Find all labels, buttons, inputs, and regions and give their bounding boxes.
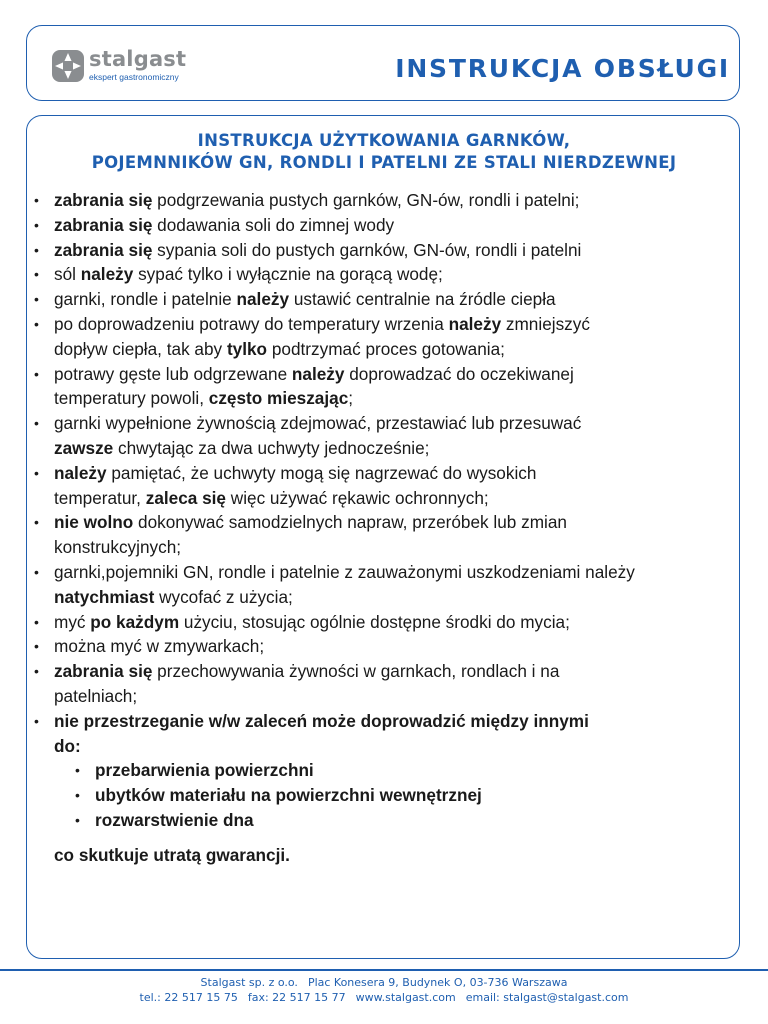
rule-item: [27, 262, 741, 287]
rule-item: [27, 634, 741, 659]
rule-item: [27, 362, 741, 412]
rule-emphasis: natychmiast: [54, 586, 155, 607]
rule-line: [54, 262, 741, 287]
rule-emphasis: należy: [291, 363, 345, 384]
rule-line: [54, 734, 741, 759]
rule-line: [54, 486, 741, 511]
rule-text: sypania soli do pustych garnków, GN-ów, rondli i patelni: [152, 239, 582, 260]
rule-line: [54, 386, 741, 411]
rule-text: sypać tylko i wyłącznie na gorącą wodę;: [133, 264, 443, 285]
rule-text: pamiętać, że uchwyty mogą się nagrzewać do wysokich: [106, 462, 537, 483]
footer: [0, 975, 768, 1005]
consequence-item: • ubytków materiału na powierzchni wewnętrznej: [27, 783, 741, 808]
rule-text: garnki,pojemniki GN, rondle i patelnie z zauważonymi uszkodzeniami należy: [54, 561, 635, 582]
rule-emphasis: zaleca się: [145, 487, 226, 508]
rule-text: sól: [54, 264, 81, 285]
header-title: INSTRUKCJA OBSŁUGI: [395, 54, 730, 83]
rule-emphasis: nie wolno: [54, 512, 134, 533]
rule-emphasis: często mieszając: [208, 388, 349, 409]
rule-text: użyciu, stosując ogólnie dostępne środki do mycia;: [179, 611, 570, 632]
rule-text: patelniach;: [54, 685, 138, 706]
rule-emphasis: należy: [448, 313, 502, 334]
rule-emphasis: zabrania się: [54, 214, 153, 235]
rule-item: [27, 659, 741, 709]
stalgast-logo-icon: [51, 49, 85, 83]
rule-text: ;: [348, 388, 354, 409]
rule-emphasis: zabrania się: [54, 661, 153, 682]
rule-text: konstrukcyjnych;: [54, 537, 182, 558]
rule-line: [54, 634, 741, 659]
footer-company: Stalgast sp. z o.o.: [200, 976, 298, 989]
rule-text: przechowywania żywności w garnkach, rondlach i na: [152, 661, 560, 682]
rule-line: [54, 287, 741, 312]
consequence-item: • rozwarstwienie dna: [27, 808, 741, 833]
rule-text: ustawić centralnie na źródle ciepła: [289, 289, 556, 310]
rule-line: [54, 436, 741, 461]
rule-emphasis: zawsze: [54, 437, 114, 458]
conclusion-text: co skutkuje utratą gwarancji.: [54, 844, 290, 865]
rule-text: dodawania soli do zimnej wody: [152, 214, 395, 235]
rule-line: [54, 337, 741, 362]
rule-line: [54, 709, 741, 734]
document-title: [27, 130, 741, 174]
rule-text: potrawy gęste lub odgrzewane: [54, 363, 292, 384]
rule-text: garnki wypełnione żywnością zdejmować, przestawiać lub przesuwać: [54, 413, 582, 434]
rule-emphasis: zabrania się: [54, 190, 153, 210]
rule-line: [54, 585, 741, 610]
footer-line-1: [0, 975, 768, 990]
rule-line: [54, 213, 741, 238]
rule-text: garnki, rondle i patelnie: [54, 289, 237, 310]
rule-emphasis: zabrania się: [54, 239, 153, 260]
footer-email-link[interactable]: email: stalgast@stalgast.com: [465, 991, 629, 1004]
rule-text: myć: [54, 611, 91, 632]
rule-line: [54, 560, 741, 585]
rule-emphasis: po każdym: [90, 611, 180, 632]
rule-line: [54, 610, 741, 635]
rule-line: [54, 659, 741, 684]
rule-line: [54, 461, 741, 486]
rule-text: temperatury powoli,: [54, 388, 209, 409]
logo-tagline: ekspert gastronomiczny: [89, 72, 179, 82]
rule-emphasis: do:: [54, 735, 81, 756]
rule-line: [54, 510, 741, 535]
rule-text: podgrzewania pustych garnków, GN-ów, rondli i patelni;: [152, 190, 580, 210]
footer-line-2: [0, 990, 768, 1005]
content-box: [26, 115, 740, 959]
document-title-line-2: POJEMNNIKÓW GN, RONDLI I PATELNI ZE STALI NIERDZEWNEJ: [91, 153, 677, 172]
rule-line: [54, 684, 741, 709]
rule-item: [27, 461, 741, 511]
rule-text: po doprowadzeniu potrawy do temperatury wrzenia: [54, 313, 449, 334]
rule-line: [54, 188, 741, 213]
rule-text: podtrzymać proces gotowania;: [267, 338, 505, 359]
rule-item: [27, 213, 741, 238]
rule-text: doprowadzać do oczekiwanej: [344, 363, 574, 384]
rule-item: [27, 510, 741, 560]
footer-divider: [0, 969, 768, 971]
rule-line: [54, 238, 741, 263]
rule-text: można myć w zmywarkach;: [54, 636, 265, 657]
consequence-item: • przebarwienia powierzchni: [27, 758, 741, 783]
footer-tel: tel.: 22 517 15 75: [139, 991, 238, 1004]
rule-line: [54, 535, 741, 560]
rule-text: więc używać rękawic ochronnych;: [226, 487, 489, 508]
rule-text: dokonywać samodzielnych napraw, przeróbek lub zmian: [133, 512, 567, 533]
rule-item: [27, 312, 741, 362]
rules-list: [27, 188, 741, 868]
rule-line: [54, 362, 741, 387]
rule-item: [27, 411, 741, 461]
rule-item: [27, 610, 741, 635]
rule-text: dopływ ciepła, tak aby: [54, 338, 227, 359]
rule-emphasis: tylko: [226, 338, 268, 359]
footer-address: Plac Konesera 9, Budynek O, 03-736 Warszawa: [307, 976, 568, 989]
footer-fax: fax: 22 517 15 77: [247, 991, 346, 1004]
rule-item: [27, 287, 741, 312]
rule-text: temperatur,: [54, 487, 146, 508]
rule-item: [27, 188, 741, 213]
rule-emphasis: należy: [80, 264, 134, 285]
rule-text: zmniejszyć: [501, 313, 590, 334]
rules-container: [27, 188, 741, 758]
rule-text: chwytając za dwa uchwyty jednocześnie;: [113, 437, 430, 458]
logo-wordmark: stalgast: [89, 47, 187, 71]
rule-item: [27, 709, 741, 759]
rule-item: [27, 238, 741, 263]
rule-emphasis: nie przestrzeganie w/w zaleceń może doprowadzić między innymi: [54, 710, 589, 731]
rule-text: wycofać z użycia;: [154, 586, 293, 607]
header-box: [26, 25, 740, 101]
rule-line: [54, 312, 741, 337]
stalgast-logo: [51, 46, 191, 86]
rule-emphasis: należy: [54, 462, 107, 483]
footer-web-link[interactable]: www.stalgast.com: [355, 991, 456, 1004]
rule-line: [54, 411, 741, 436]
rule-emphasis: należy: [236, 289, 290, 310]
rule-item: [27, 560, 741, 610]
document-title-line-1: INSTRUKCJA UŻYTKOWANIA GARNKÓW,: [197, 131, 571, 150]
consequences-list: [27, 758, 741, 832]
